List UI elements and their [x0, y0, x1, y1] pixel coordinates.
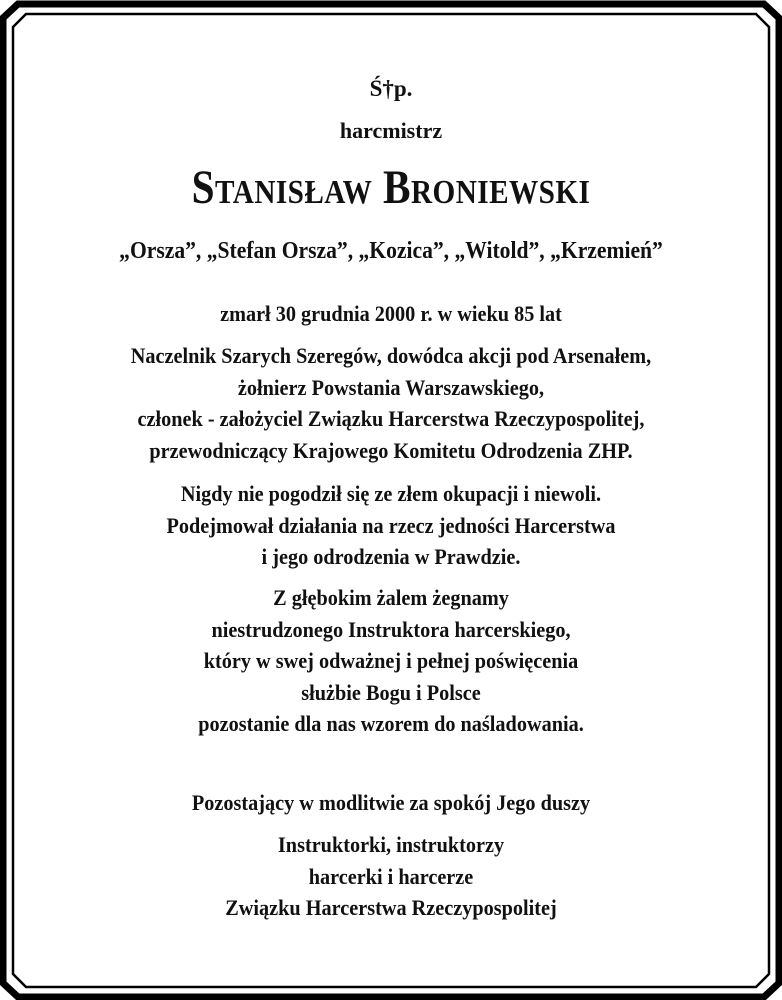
statement-line: i jego odrodzenia w Prawdzie. — [261, 544, 521, 569]
death-date-line: zmarł 30 grudnia 2000 r. w wieku 85 lat — [220, 301, 562, 326]
bio-line: przewodniczący Krajowego Komitetu Odrodzenia ZHP. — [149, 437, 633, 463]
deceased-name: Stanisław Broniewski — [191, 161, 591, 214]
farewell-paragraph — [40, 582, 742, 740]
signer-line: Instruktorki, instruktorzy — [277, 832, 505, 857]
signer-line: harcerki i harcerze — [308, 863, 474, 889]
memory-abbreviation: Ś†p. — [369, 76, 413, 101]
farewell-line: pozostanie dla nas wzorem do naśladowania. — [198, 711, 584, 736]
bio-line: Naczelnik Szarych Szeregów, dowódca akcji pod Arsenałem, — [130, 343, 652, 368]
statement-line: Nigdy nie pogodził się ze złem okupacji i niewoli. — [180, 481, 602, 506]
prayer-line — [40, 787, 742, 819]
statement-line: Podejmował działania na rzecz jedności Harcerstwa — [166, 512, 616, 538]
biography — [40, 340, 742, 466]
prayer-text: Pozostający w modlitwie za spokój Jego duszy — [191, 790, 591, 815]
scout-rank: harcmistrz — [339, 118, 443, 143]
farewell-line: niestrudzonego Instruktora harcerskiego, — [211, 616, 571, 642]
farewell-line: służbie Bogu i Polsce — [301, 679, 481, 705]
signer-line: Związku Harcerstwa Rzeczypospolitej — [225, 895, 557, 920]
pseudonyms: „Orsza”, „Stefan Orsza”, „Kozica”, „Witold”, „Krzemień” — [119, 238, 663, 264]
bio-line: członek - założyciel Związku Harcerstwa Rzeczypospolitej, — [137, 406, 645, 431]
character-statement — [40, 478, 742, 573]
death-date — [40, 298, 742, 330]
farewell-line: który w swej odważnej i pełnej poświęcenia — [203, 648, 579, 673]
signatories — [40, 829, 742, 924]
bio-line: żołnierz Powstania Warszawskiego, — [237, 374, 545, 400]
farewell-line: Z głębokim żalem żegnamy — [273, 585, 509, 610]
